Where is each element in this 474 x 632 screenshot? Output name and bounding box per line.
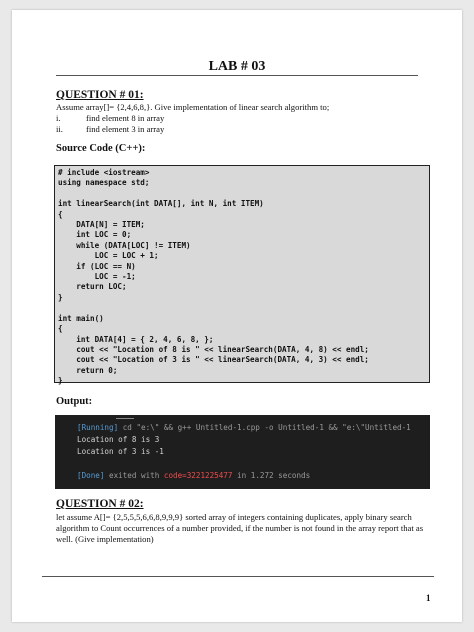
title-underline [56,75,418,76]
question2-text: let assume A[]= {2,5,5,5,6,6,8,9,9,9} sorted array of integers containing duplicates, apply binary search algorithm to Count occurrences of a number provided, if the number is not found in the array report that as well. (Give implementation) [56,512,424,544]
lab-title: LAB # 03 [208,59,266,74]
question1-item-number: i. [56,113,61,123]
console-command: cd "e:\" && g++ Untitled-1.cpp -o Untitled-1 && "e:\"Untitled-1 [118,423,411,432]
question1-item-number: ii. [56,124,63,134]
output-heading: Output: [56,396,93,407]
done-in: in [232,471,251,480]
console-result-line: Location of 8 is 3 [77,435,160,444]
footer-rule [42,576,434,577]
document-page [12,10,462,622]
question1-text: Assume array[]= {2,4,6,8,}. Give implementation of linear search algorithm to; [56,102,330,112]
console-done-line [77,471,310,480]
running-tag: [Running] [77,423,119,432]
duration: 1.272 seconds [250,471,311,480]
page-number: 1 [426,593,431,603]
exit-code: code=3221225477 [163,471,233,480]
source-code-block [54,165,430,386]
console-divider [116,418,134,419]
console-command-line [77,423,411,432]
question1-item-text: find element 3 in array [86,124,165,134]
question1-heading: QUESTION # 01: [56,89,144,101]
question1-item [56,124,164,134]
done-tag: [Done] [77,471,105,480]
question1-item-text: find element 8 in array [86,113,165,123]
output-console [55,415,430,489]
source-code-text: # include <iostream> using namespace std; int linearSearch(int DATA[], int N, int ITEM) { DATA[N] = ITEM; int LOC = 0; while (DATA[LOC] != ITEM) LOC = LOC + 1; if (LOC == N) LOC = -1; return LOC; } int main() { int DATA[4] = { 2, 4, 6, 8, }; cout << "Location of 8 is " << linearSearch(DATA, 4, 8) << endl; cout << "Location of 3 is " << linearSearch(DATA, 4, 3) << endl; return 0; } [58,168,369,386]
source-code-heading: Source Code (C++): [56,143,146,154]
question1-item [56,113,164,123]
question2-heading: QUESTION # 02: [56,498,144,510]
console-result-line: Location of 3 is -1 [77,447,164,456]
done-text: exited with [104,471,164,480]
